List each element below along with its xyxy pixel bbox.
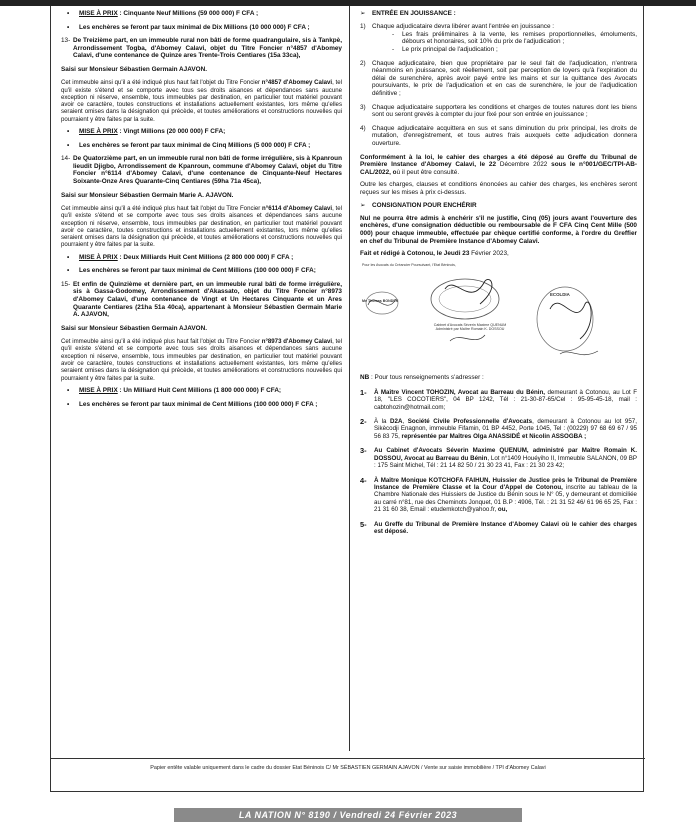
condition-4: 4) Chaque adjudicataire acquittera en sus et sans diminution du prix principal, les droits de mutation, d'enregistrement, et tous autres frais auxquels cette adjudication donnera ouverture. xyxy=(360,124,637,148)
contact-1: 1- À Maître Vincent TOHOZIN, Avocat au Barreau du Bénin, demeurant à Cotonou, au Lot F 18, "LES COCOTIERS", 04 BP 1242, Tél : 21-30-87-65/Cel : 95-95-45-18, mail : cabtohozin@hotmail.com; xyxy=(360,387,637,411)
contact-5: 5- Au Greffe du Tribunal de Première Instance d'Abomey Calavi où le cahier des charges est déposé. xyxy=(360,519,637,535)
fait-statement: Fait et rédigé à Cotonou, le Jeudi 23 Février 2023, xyxy=(360,250,509,258)
encheres-item: • Les enchères se feront par taux minimal de Cinq Millions (5 000 000) F CFA ; xyxy=(67,141,311,149)
encheres-item: • Les enchères se feront par taux minimal de Cent Millions (100 000 000) F CFA ; xyxy=(67,400,318,408)
arrow-right-icon: ➢ xyxy=(360,201,366,209)
mise-a-prix-label: MISE À PRIX xyxy=(79,386,118,394)
signature-stamp-image xyxy=(360,269,637,369)
section-heading: ➢ CONSIGNATION POUR ENCHÉRIR xyxy=(360,201,477,209)
right-column xyxy=(360,10,637,542)
saisi-statement: Saisi sur Monsieur Sébastien Germain AJAVON. xyxy=(61,324,207,332)
condition-1: 1) Chaque adjudicataire devra libérer avant l'entrée en jouissance : - Les frais préliminaires à la vente, les remises proportionnelles, émoluments, débours et honoraires, soit 10% du prix de l'adjudication ; - Le prix principal de l'adjudication ; xyxy=(360,23,637,54)
signatures-block: Pour les Avocats du Créancier Poursuivant, l'Etat Béninois, Me Thomas BONDEN Cabinet d'Avocats Séverin Maxime QUENUM Administré par Maître Romain K. DOSSOU ECOLDIA xyxy=(360,263,637,368)
bullet-icon: • xyxy=(67,23,70,31)
bullet-icon: • xyxy=(67,253,70,261)
contact-4: 4- À Maître Monique KOTCHOFA FAIHUN, Huissier de Justice près le Tribunal de Première Instance de Première Classe et la Cour d'Appel de Cotonou, inscrite au tableau de la Chambre Nationale des Huissiers de Justice du Bénin sous le N° 05, y demeurant et domiciliée au carré n°81, rue des Cheminots Jonquet, 01 B.P : 4906, Tél. : 21 31 52 46/ 61 96 65 25, Fax : 21 31 60 38, Email : etudemkotch@yahoo.fr, ou, xyxy=(360,475,637,514)
legal-notice-page xyxy=(50,6,644,792)
conformement-paragraph: Conformément à la loi, le cahier des charges a été déposé au Greffe du Tribunal de Première Instance d'Abomey Calavi, le 22 Décembre 2022 sous le n°001/GEC/TPI-AB-CAL/2022, où il peut être consulté. xyxy=(360,153,637,176)
sub-item: - Les frais préliminaires à la vente, les remises proportionnelles, émoluments, débours et honoraires, soit 10% du prix de l'adjudication ; xyxy=(392,30,637,46)
lot-14: 14- De Quatorzième part, en un immeuble rural non bâti de forme irrégulière, sis à Kpanroun lieudit Djigbo, Arrondissement de Kpanroun, commune d'Abomey Calavi, objet du Titre Foncier n°6114 d'Abomey Calavi, d'une contenance de Cinquante-Neuf Hectares Soixante-Onze Ares Quarante-Cinq Centiares (59ha 71a 45ca), xyxy=(61,155,342,186)
footer-note: Papier entête valable uniquement dans le cadre du dossier Etat Béninois C/ Mr SÉBASTIEN GERMAIN AJAVON / Vente sur saisie immobilière / TPI d'Abomey Calavi xyxy=(150,765,546,771)
bullet-icon: • xyxy=(67,141,70,149)
mise-a-prix-item: • MISE À PRIX : Vingt Millions (20 000 000) F CFA; xyxy=(67,128,226,136)
bullet-icon: • xyxy=(67,128,70,136)
mise-a-prix-label: MISE À PRIX xyxy=(79,10,118,17)
bullet-icon: • xyxy=(67,386,70,394)
mise-a-prix-item: • MISE À PRIX : Un Milliard Huit Cent Millions (1 800 000 000) F CFA; xyxy=(67,386,282,394)
section-heading: ➢ ENTRÉE EN JOUISSANCE : xyxy=(360,10,456,17)
newspaper-footer-banner: LA NATION N° 8190 / Vendredi 24 Février 2023 xyxy=(174,808,522,822)
outre-paragraph: Outre les charges, clauses et conditions énoncées au cahier des charges, les enchères seront reçues sur les mises à prix ci-dessus. xyxy=(360,181,637,196)
sub-item: - Le prix principal de l'adjudication ; xyxy=(392,46,498,54)
saisi-statement: Saisi sur Monsieur Sébastien Germain Marie A. AJAVON. xyxy=(61,191,234,199)
bullet-icon: • xyxy=(67,400,70,408)
consignation-paragraph: Nul ne pourra être admis à enchérir s'il ne justifie, Cinq (05) jours avant l'ouverture des enchères, d'une consignation déductible ou remboursable de F CFA Cinq Cent Mille (500 000) pour chaque immeuble, effectuée par chèque certifié conforme, à l'ordre du Greffier en chef du Tribunal de Première Instance d'Abomey Calavi. xyxy=(360,214,637,245)
encheres-item: • Les enchères se feront par taux minimal de Dix Millions (10 000 000) F CFA ; xyxy=(67,23,310,31)
encheres-item: • Les enchères se feront par taux minimal de Cent Millions (100 000 000) F CFA; xyxy=(67,267,316,275)
column-divider xyxy=(349,6,350,751)
contact-2: 2- À la D2A, Société Civile Professionnelle d'Avocats, demeurant à Cotonou au lot 957, Sikècodji Enagnon, immeuble Fifamin, 01 BP 4452, Porte 1045, Tel : (00229) 97 68 69 67 / 95 56 83 75, représentée par Maîtres Olga ANASSIDÉ et Nicolin ASSOGBA ; xyxy=(360,417,637,440)
arrow-right-icon: ➢ xyxy=(360,10,366,17)
mise-a-prix-label: MISE À PRIX xyxy=(79,128,118,136)
immeuble-description: Cet immeuble ainsi qu'il a été indiqué plus haut fait l'objet du Titre Foncier n°8973 d'Abomey Calavi, tel qu'il existe s'étend et se comporte avec tous ses droits aisances et dépendances sans aucune exception ni réserve, ensemble, tous immeubles par destination, en particulier tout matériel pouvant avoir ce caractère, toutes constructions et installations actuellement existantes, lors même qu'elles seraient omises dans la désignation qui précède, et toutes améliorations et constructions nouvelles qui pourraient y être faites par la suite. xyxy=(61,338,342,382)
nb-statement: NB : Pour tous renseignements s'adresser : xyxy=(360,373,484,381)
mise-a-prix-label: MISE À PRIX xyxy=(79,253,118,261)
bullet-icon: • xyxy=(67,10,70,17)
immeuble-description: Cet immeuble ainsi qu'il a été indiqué plus haut fait l'objet du Titre Foncier n°6114 d'Abomey Calavi, tel qu'il existe s'étend et se comporte avec tous ses droits aisances et dépendances sans aucune exception ni réserve, ensemble, tous immeubles par destination, en particulier tout matériel pouvant avoir ce caractère, toutes constructions et installations actuellement existantes, lors même qu'elles seraient omises dans la désignation qui précède, et toutes améliorations et constructions nouvelles qui pourraient y être faites par la suite. xyxy=(61,204,342,249)
lot-13: 13- De Treizième part, en un immeuble rural non bâti de forme quadrangulaire, sis à Tankpè, Arrondissement Togba, d'Abomey Calavi, objet du Titre Foncier n°4857 d'Abomey Calavi, d'une contenance de Quinze ares Trente-Trois Centiares (15a 33ca), xyxy=(61,37,342,60)
lot-15: 15- Et enfin de Quinzième et dernière part, en un immeuble rural bâti de forme irrégulière, sis à Gassa-Godomey, Arrondissement d'Akassato, objet du Titre Foncier n°8973 d'Abomey Calavi, d'une contenance de Vingt et Un Hectares Cinquante et un Ares Quarante Centiares (21ha 51a 40ca), appartenant à Monsieur Sébastien Germain Marie A. AJAVON, xyxy=(61,280,342,319)
immeuble-description: Cet immeuble ainsi qu'il a été indiqué plus haut fait l'objet du Titre Foncier n°4857 d'Abomey Calavi, tel qu'il existe s'étend et se comporte avec tous ses droits aisances et dépendances sans aucune exception ni réserve, ensemble, tous immeubles par destination, en particulier tout matériel pouvant avoir ce caractère, toutes constructions et installations actuellement existantes, lors même qu'elles seraient omises dans la désignation qui précède, et toutes améliorations et constructions nouvelles qui pourraient y être faites par la suite. xyxy=(61,79,342,123)
contact-3: 3- Au Cabinet d'Avocats Séverin Maxime QUENUM, administré par Maître Romain K. DOSSOU, Avocat au Barreau du Bénin, Lot n°1409 Houéyiho II, Immeuble SALANON, 09 BP : 175 Saint Michel, Tél : 21 14 82 50 / 21 30 23 41, Fax : 21 30 23 42; xyxy=(360,446,637,470)
saisi-statement: Saisi sur Monsieur Sébastien Germain AJAVON. xyxy=(61,65,207,73)
condition-2: 2) Chaque adjudicataire, bien que propriétaire par le seul fait de l'adjudication, n'entrera néanmoins en jouissance, soit réellement, soit par perception de loyers qu'à l'expiration du délai de surenchère, après avoir payé entre les mains et sur la quittance des Avocats poursuivants, le prix de l'adjudication et en cas de surenchère, le jour de l'adjudication définitive ; xyxy=(360,59,637,98)
footer-divider xyxy=(51,758,645,759)
mise-a-prix-item: • MISE À PRIX : Deux Milliards Huit Cent Millions (2 800 000 000) F CFA ; xyxy=(67,253,294,261)
bullet-icon: • xyxy=(67,267,70,275)
left-column xyxy=(61,10,342,414)
mise-a-prix-item: • MISE À PRIX : Cinquante Neuf Millions (59 000 000) F CFA ; xyxy=(67,10,259,17)
condition-3: 3) Chaque adjudicataire supportera les conditions et charges de toutes natures dont les biens sont ou seront grevés à compter du jour fixé pour son entrée en jouissance ; xyxy=(360,103,637,119)
